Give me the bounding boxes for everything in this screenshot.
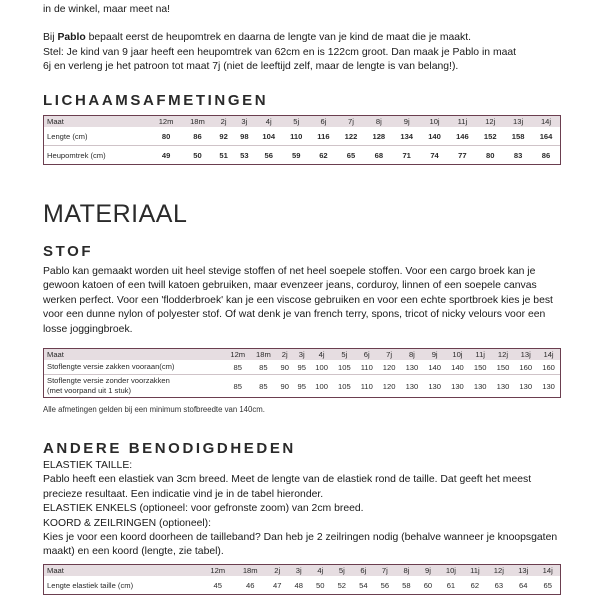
- table-cell: 56: [255, 146, 283, 165]
- table-header-size: 3j: [234, 116, 255, 127]
- table-header-size: 6j: [310, 116, 337, 127]
- row-label-text: Lengte (cm): [47, 131, 88, 141]
- table-row: [44, 146, 560, 165]
- row-label: [44, 576, 202, 594]
- row-label-text: Stoflengte versie zakken vooraan(cm): [47, 362, 175, 371]
- intro-line-4: 6j en verleng je het patroon tot maat 7j (niet de leeftijd zelf, maar de lengte is van belang!).: [43, 61, 459, 73]
- table-header-size: 7j: [374, 565, 396, 576]
- table-cell: 130: [469, 375, 492, 398]
- table-header-size: 14j: [535, 565, 560, 576]
- table-cell: 90: [280, 362, 289, 372]
- table-header-size: 12m: [225, 349, 251, 360]
- table-cell: 134: [400, 131, 414, 141]
- table-row: [44, 127, 560, 146]
- table-cell: 160: [519, 362, 533, 372]
- table-cell: 150: [473, 362, 487, 372]
- table-cell: 56: [380, 580, 390, 590]
- table-header-size: 7j: [378, 349, 401, 360]
- table-cell: 59: [283, 146, 310, 165]
- fabric-description: [43, 265, 568, 337]
- table-header-size: 18m: [234, 565, 266, 576]
- table-cell: 80: [476, 146, 504, 165]
- table-cell: 164: [539, 131, 553, 141]
- table-header-size: 7j: [337, 116, 365, 127]
- table-cell: 85: [225, 375, 251, 398]
- table-cell: 128: [372, 131, 386, 141]
- table-row: [44, 375, 560, 398]
- table-cell: 71: [393, 146, 421, 165]
- table-cell: 110: [290, 131, 303, 141]
- table-header-size: 14j: [537, 349, 560, 360]
- table-cell: 130: [405, 362, 419, 372]
- fabric-line: losse joggingbroek.: [43, 323, 133, 335]
- table-cell: 62: [310, 146, 337, 165]
- table-header-size: 8j: [401, 349, 424, 360]
- elastic-table: [43, 564, 561, 595]
- row-label: [44, 360, 225, 375]
- table-header-size: 18m: [251, 349, 277, 360]
- fabric-table: [43, 348, 561, 398]
- table-cell: 150: [496, 362, 510, 372]
- table-header-size: 9j: [423, 349, 446, 360]
- table-header-size: 2j: [266, 565, 288, 576]
- table-cell: 120: [382, 362, 396, 372]
- table-cell: 83: [504, 146, 532, 165]
- notions-text: [43, 459, 568, 560]
- notions-heading: ANDERE BENODIGDHEDEN: [43, 440, 296, 457]
- table-row: [44, 360, 560, 375]
- table-cell: 110: [360, 362, 373, 372]
- row-label-text: Lengte elastiek taille (cm): [47, 580, 134, 590]
- table-cell: 122: [344, 131, 358, 141]
- table-cell: 86: [532, 146, 560, 165]
- table-cell: 146: [456, 131, 469, 141]
- table-cell: 63: [494, 580, 504, 590]
- table-cell: 85: [251, 375, 277, 398]
- row-label: [44, 375, 225, 398]
- table-cell: 58: [402, 580, 411, 590]
- table-cell: 90: [276, 375, 293, 398]
- table-header-size: 12j: [487, 565, 511, 576]
- notions-line: Pablo heeft een elastiek van 3cm breed. Meet de lengte van de elastiek rond de taille. Dat geeft het meest: [43, 474, 532, 486]
- table-header-size: 6j: [353, 565, 375, 576]
- row-label-text: Heupomtrek (cm): [47, 150, 106, 160]
- notions-line: ELASTIEK ENKELS (optioneel: voor gefronste zoom) van 2cm breed.: [43, 503, 364, 515]
- table-cell: 51: [213, 146, 234, 165]
- intro-line-3: Stel: Je kind van 9 jaar heeft een heupomtrek van 62cm en is 122cm groot. Dan maak je Pablo in maat: [43, 46, 517, 58]
- table-cell: 47: [272, 580, 282, 590]
- table-header-size: 9j: [417, 565, 439, 576]
- table-header-label: Maat: [44, 349, 225, 360]
- table-cell: 80: [161, 131, 171, 141]
- table-header-size: 11j: [448, 116, 476, 127]
- table-header-size: 10j: [446, 349, 469, 360]
- table-header-size: 12m: [202, 565, 234, 576]
- table-header-size: 8j: [396, 565, 418, 576]
- material-heading: MATERIAAL: [43, 200, 188, 228]
- notions-line: KOORD & ZEILRINGEN (optioneel):: [43, 517, 212, 529]
- table-header-label: Maat: [44, 565, 202, 576]
- table-cell: 62: [470, 580, 480, 590]
- table-header-size: 5j: [283, 116, 310, 127]
- table-cell: 95: [293, 375, 310, 398]
- table-cell: 77: [448, 146, 476, 165]
- table-header-size: 14j: [532, 116, 560, 127]
- fabric-line: voor een dunne nylon of polyester stof. Of wat denk je van french terry, spons, tricot of nicky velours voor een: [43, 309, 546, 321]
- table-cell: 110: [356, 375, 378, 398]
- table-header-size: 3j: [288, 565, 310, 576]
- table-cell: 61: [446, 580, 456, 590]
- table-cell: 60: [423, 580, 433, 590]
- table-cell: 49: [150, 146, 181, 165]
- table-cell: 116: [317, 131, 330, 141]
- table-cell: 46: [245, 580, 255, 590]
- table-cell: 152: [483, 131, 497, 141]
- table-cell: 100: [310, 375, 333, 398]
- fabric-heading: STOF: [43, 243, 94, 260]
- table-header-size: 4j: [310, 565, 332, 576]
- table-cell: 160: [542, 362, 555, 372]
- table-header-label: Maat: [44, 116, 150, 127]
- fabric-line: Pablo kan gemaakt worden uit heel stevige stoffen of net heel soepele stoffen. Voor een cargo broek kan je: [43, 266, 536, 277]
- table-header-size: 11j: [463, 565, 486, 576]
- table-cell: 53: [234, 146, 255, 165]
- table-header-size: 10j: [439, 565, 463, 576]
- table-cell: 65: [337, 146, 365, 165]
- table-cell: 100: [315, 362, 328, 372]
- table-cell: 95: [297, 362, 306, 372]
- table-header-size: 13j: [511, 565, 535, 576]
- table-cell: 140: [451, 362, 464, 372]
- table-header-size: 3j: [293, 349, 310, 360]
- fabric-line: gewoon katoen of een twill katoen gebruiken, maar evenzeer jeans, corduroy, linnen of een soepele canvas: [43, 280, 537, 292]
- table-cell: 105: [333, 375, 356, 398]
- table-cell: 64: [519, 580, 528, 590]
- table-cell: 92: [219, 131, 228, 141]
- table-cell: 86: [193, 131, 202, 141]
- table-cell: 74: [421, 146, 449, 165]
- body-measurements-heading: LICHAAMSAFMETINGEN: [43, 92, 269, 109]
- fabric-note: Alle afmetingen gelden bij een minimum stofbreedte van 140cm.: [43, 405, 265, 414]
- table-cell: 140: [428, 131, 441, 141]
- table-header-size: 13j: [514, 349, 537, 360]
- table-cell: 50: [316, 580, 325, 590]
- table-cell: 104: [262, 131, 276, 141]
- table-cell: 54: [359, 580, 368, 590]
- table-cell: 85: [233, 362, 242, 372]
- table-header-size: 5j: [331, 565, 353, 576]
- table-header-size: 13j: [504, 116, 532, 127]
- notions-line: Kies je voor een koord doorheen de tailleband? Dan heb je 2 zeilringen nodig (behalve wanneer je knoopsgaten: [43, 532, 558, 544]
- table-cell: 130: [514, 375, 537, 398]
- row-label-subtext: (met voorpand uit 1 stuk): [47, 386, 131, 395]
- table-header-size: 2j: [213, 116, 234, 127]
- table-cell: 65: [543, 580, 552, 590]
- intro-text: [43, 3, 563, 75]
- table-header-size: 4j: [255, 116, 283, 127]
- table-cell: 140: [428, 362, 441, 372]
- table-cell: 130: [401, 375, 424, 398]
- table-cell: 45: [213, 580, 222, 590]
- table-cell: 50: [182, 146, 213, 165]
- table-header-size: 12m: [150, 116, 181, 127]
- intro-line-2: Bij Pablo bepaalt eerst de heupomtrek en daarna de lengte van je kind de maat die je maakt.: [43, 32, 472, 44]
- table-cell: 105: [338, 362, 351, 372]
- fabric-line: werken perfect. Voor een 'flodderbroek' kan je een viscose gebruiken en voor een echte sportbroek kies je best: [43, 294, 553, 306]
- table-cell: 130: [446, 375, 469, 398]
- intro-line-1: in de winkel, maar meet na!: [43, 4, 171, 15]
- table-header-size: 10j: [421, 116, 449, 127]
- notions-line: precieze resultaat. Een indicatie vind je in de tabel hieronder.: [43, 488, 324, 500]
- notions-line: ELASTIEK TAILLE:: [43, 460, 133, 471]
- row-label-text: Stoflengte versie zonder voorzakken: [47, 376, 170, 385]
- table-header-size: 2j: [276, 349, 293, 360]
- table-header-size: 8j: [365, 116, 393, 127]
- table-header-size: 18m: [182, 116, 213, 127]
- table-cell: 130: [492, 375, 515, 398]
- table-cell: 98: [240, 131, 249, 141]
- table-cell: 130: [537, 375, 560, 398]
- table-cell: 158: [511, 131, 525, 141]
- table-header-size: 12j: [492, 349, 515, 360]
- table-cell: 130: [423, 375, 446, 398]
- table-header-size: 12j: [476, 116, 504, 127]
- table-cell: 52: [337, 580, 347, 590]
- row-label: [44, 146, 150, 165]
- table-cell: 68: [365, 146, 393, 165]
- table-row: [44, 576, 560, 594]
- table-header-size: 6j: [356, 349, 378, 360]
- table-header-size: 4j: [310, 349, 333, 360]
- table-cell: 48: [294, 580, 303, 590]
- body-measurements-table: [43, 115, 561, 165]
- table-cell: 85: [259, 362, 268, 372]
- table-header-size: 5j: [333, 349, 356, 360]
- notions-line: maakt) en een koord (lengte, zie tabel).: [43, 546, 224, 558]
- row-label: [44, 127, 150, 146]
- table-cell: 120: [378, 375, 401, 398]
- table-header-size: 9j: [393, 116, 421, 127]
- table-header-size: 11j: [469, 349, 492, 360]
